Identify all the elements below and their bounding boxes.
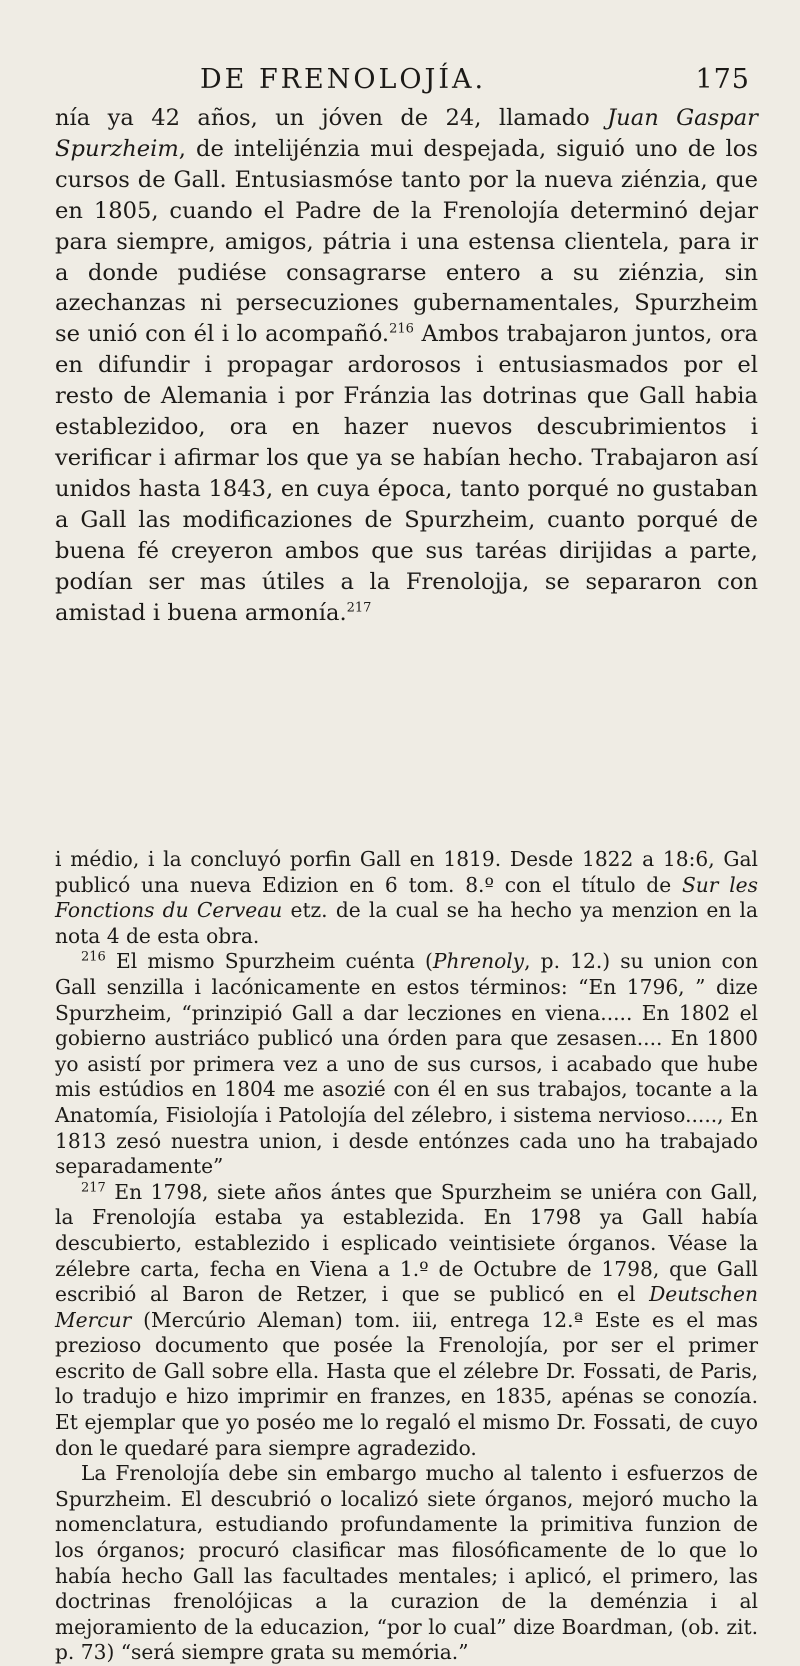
footnote-number: 216 bbox=[81, 949, 106, 965]
footnote-number: 217 bbox=[81, 1179, 106, 1195]
footnote-217 bbox=[55, 1180, 758, 1462]
text-run: Ambos trabajaron juntos, ora en difundir i propagar ardorosos i entusiasmados por el resto de Alemania i por Fránzia las dotrinas que Gall habia establezidoo, ora en hazer nuevos descubrimientos i verificar i afirmar los que ya se habían hecho. Trabajaron así unidos hasta 1843, en cuya época, tanto porqué no gustaban a Gall las modificaziones de Spurzheim, cuanto porqué de buena fé creyeron ambos que sus taréas dirijidas a parte, podían ser mas útiles a la Frenolojja, se separaron con amistad i buena armonía. bbox=[55, 321, 758, 626]
main-paragraph bbox=[55, 103, 758, 628]
person-name: Juan Gaspar Spurzheim bbox=[55, 105, 758, 162]
book-title: Deutschen Mercur bbox=[55, 1282, 758, 1332]
text-run: En 1798, siete años ántes que Spurzheim se uniéra con Gall, la Frenolojía estaba ya establezida. En 1798 ya Gall había descubierto, establezido i esplicado veintisiete órganos. Véase la zélebre carta, fecha en Viena a 1.º de Octubre de 1798, que Gall escribió al Baron de Retzer, i que se publicó en el bbox=[55, 1179, 758, 1307]
footnote-continuation bbox=[55, 847, 758, 949]
footnote-217-paragraph-2: La Frenolojía debe sin embargo mucho al talento i esfuerzos de Spurzheim. El descubrió o localizó siete órganos, mejoró mucho la nomenclatura, estudiando profundamente la primitiva funzion de los órganos; procuró clasificar mas filosóficamente de lo que lo había hecho Gall las facultades mentales; i aplicó, el primero, las doctrinas frenolójicas a la curazion de la deménzia i al mejoramiento de la educazion, “por lo cual” dize Boardman, (ob. zit. p. 73) “será siempre grata su memória.” bbox=[55, 1461, 758, 1665]
running-title: DE FRENOLOJÍA. bbox=[200, 64, 487, 95]
page-number: 175 bbox=[695, 64, 750, 95]
text-run: , p. 12.) su union con Gall senzilla i lacónicamente en estos términos: “En 1796, ” dize Spurzheim, “prinzipió Gall a dar lecziones en viena..... En 1802 el gobierno austriáco publicó una órden para que zesasen.... En 1800 yo asistí por primera vez a uno de sus cursos, i acabado que hube mis estúdios en 1804 me asozié con él en sus trabajos, tocante a la Anatomía, Fisiolojía i Patolojía del zélebro, i sistema nervioso....., En 1813 zesó nuestra union, i desde entónzes cada uno ha trabajado separadamente” bbox=[55, 949, 759, 1179]
text-run: (Mercúrio Aleman) tom. iii, entrega 12.ª Este es el mas prezioso documento que posée la Frenolojía, por ser el primer escrito de Gall sobre ella. Hasta que el zélebre Dr. Fossati, de Paris, lo tradujo e hizo imprimir en franzes, en 1835, apénas se conozía. Et ejemplar que yo poséo me lo regaló el mismo Dr. Fossati, de cuyo don le quedaré para siempre agradezido. bbox=[55, 1307, 758, 1460]
text-run: , de intelijénzia mui despejada, siguió uno de los cursos de Gall. Entusiasmóse tanto por la nueva ziénzia, que en 1805, cuando el Padre de la Frenolojía determinó dejar para siempre, amigos, pátria i una estensa clientela, para ir a donde pudiése consagrarse entero a su ziénzia, sin azechanzas ni persecuziones gubernamentales, Spurzheim se unió con él i lo acompañó. bbox=[55, 135, 758, 348]
text-run: i médio, i la concluyó porfin Gall en 1819. Desde 1822 a 18:6, Gal publicó una nueva Edizion en 6 tom. 8.º con el título de bbox=[55, 847, 758, 897]
footnotes bbox=[55, 847, 758, 1666]
book-title: Sur les Fonctions du Cerveau bbox=[55, 872, 758, 923]
footnote-216 bbox=[55, 949, 758, 1179]
text-run: nía ya 42 años, un jóven de 24, llamado bbox=[55, 105, 608, 131]
text-run: etz. de la cual se ha hecho ya menzion en la nota 4 de esta obra. bbox=[55, 898, 758, 948]
main-text bbox=[55, 103, 758, 628]
page-header bbox=[200, 64, 750, 104]
text-run: El mismo Spurzheim cuénta ( bbox=[105, 949, 433, 974]
footnote-ref: 216 bbox=[389, 321, 414, 337]
footnote-ref: 217 bbox=[346, 599, 372, 615]
book-title: Phrenoly bbox=[432, 949, 525, 974]
